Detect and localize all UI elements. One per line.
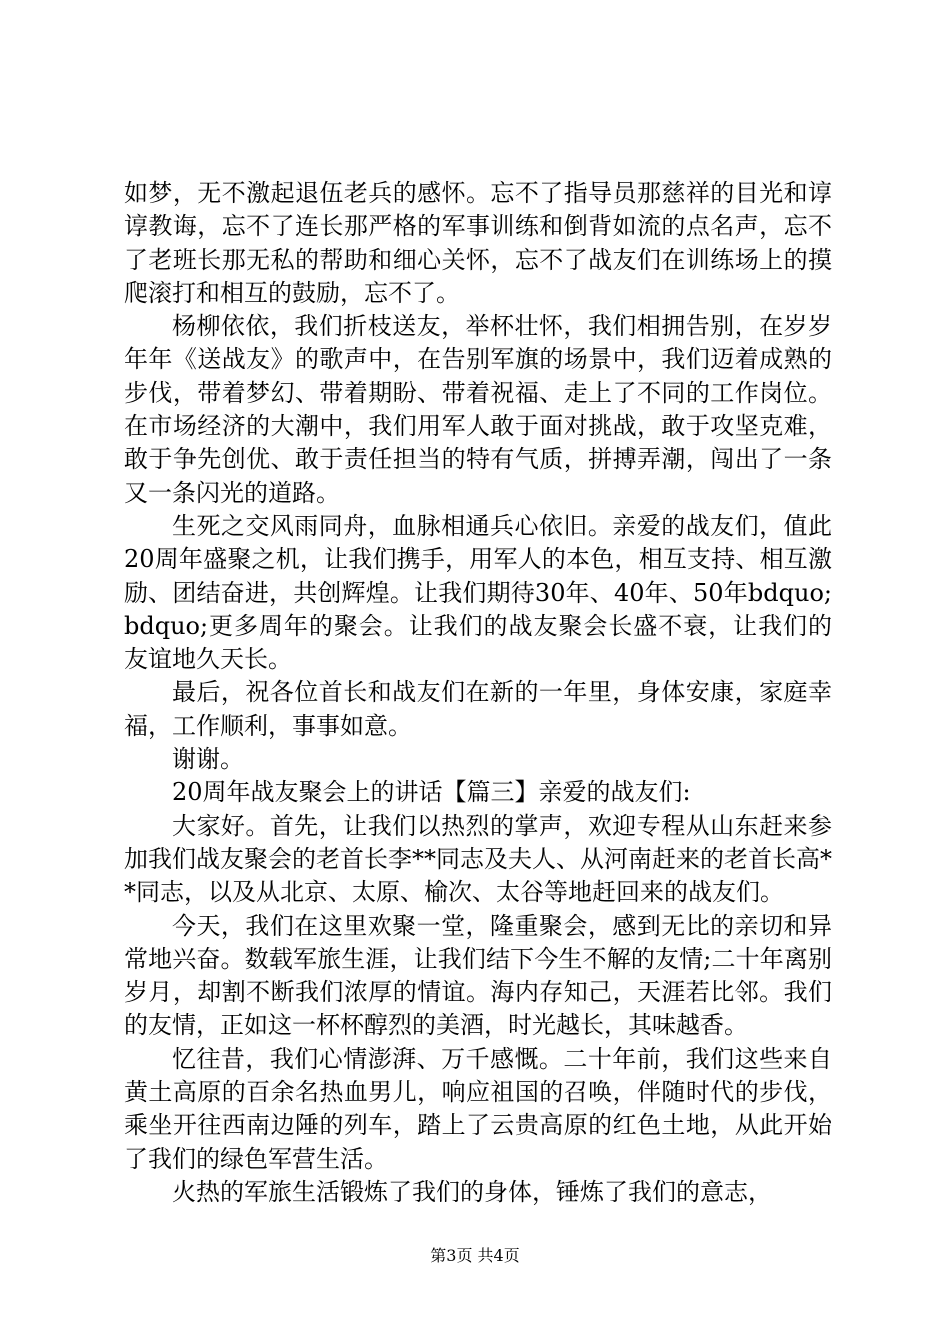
- paragraph: 生死之交风雨同舟，血脉相通兵心依旧。亲爱的战友们，值此20周年盛聚之机，让我们携手，用军人的本色，相互支持、相互激励、团结奋进，共创辉煌。让我们期待30年、40年、50年bdquo;bdquo;更多周年的聚会。让我们的战友聚会长盛不衰，让我们的友谊地久天长。: [124, 511, 832, 674]
- paragraph: 谢谢。: [172, 745, 244, 774]
- paragraph: 大家好。首先，让我们以热烈的掌声，欢迎专程从山东赶来参加我们战友聚会的老首长李**同志及夫人、从河南赶来的老首长高**同志，以及从北京、太原、榆次、太谷等地赶回来的战友们。: [124, 811, 832, 907]
- paragraph: 最后，祝各位首长和战友们在新的一年里，身体安康，家庭幸福，工作顺利，事事如意。: [124, 678, 832, 740]
- section-heading: 20周年战友聚会上的讲话【篇三】亲爱的战友们:: [172, 778, 691, 807]
- paragraph: 火热的军旅生活锻炼了我们的身体，锤炼了我们的意志，: [172, 1177, 772, 1206]
- page-number-label: 第3页 共4页: [430, 1246, 520, 1265]
- paragraph: 忆往昔，我们心情澎湃、万千感慨。二十年前，我们这些来自黄土高原的百余名热血男儿，响应祖国的召唤，伴随时代的步伐，乘坐开往西南边陲的列车，踏上了云贵高原的红色土地，从此开始了我们的绿色军营生活。: [124, 1044, 832, 1173]
- paragraph: 如梦，无不激起退伍老兵的感怀。忘不了指导员那慈祥的目光和谆谆教诲，忘不了连长那严格的军事训练和倒背如流的点名声，忘不了老班长那无私的帮助和细心关怀，忘不了战友们在训练场上的摸爬滚打和相互的鼓励，忘不了。: [124, 179, 832, 307]
- page-footer: [0, 1246, 950, 1266]
- body-text: [124, 177, 832, 1209]
- paragraph: 杨柳依依，我们折枝送友，举杯壮怀，我们相拥告别，在岁岁年年《送战友》的歌声中，在告别军旗的场景中，我们迈着成熟的步伐，带着梦幻、带着期盼、带着祝福、走上了不同的工作岗位。在市场经济的大潮中，我们用军人敢于面对挑战，敢于攻坚克难，敢于争先创优、敢于责任担当的特有气质，拼搏弄潮，闯出了一条又一条闪光的道路。: [124, 312, 832, 507]
- paragraph: 今天，我们在这里欢聚一堂，隆重聚会，感到无比的亲切和异常地兴奋。数载军旅生涯，让我们结下今生不解的友情;二十年离别岁月，却割不断我们浓厚的情谊。海内存知己，天涯若比邻。我们的友情，正如这一杯杯醇烈的美酒，时光越长，其味越香。: [124, 911, 832, 1040]
